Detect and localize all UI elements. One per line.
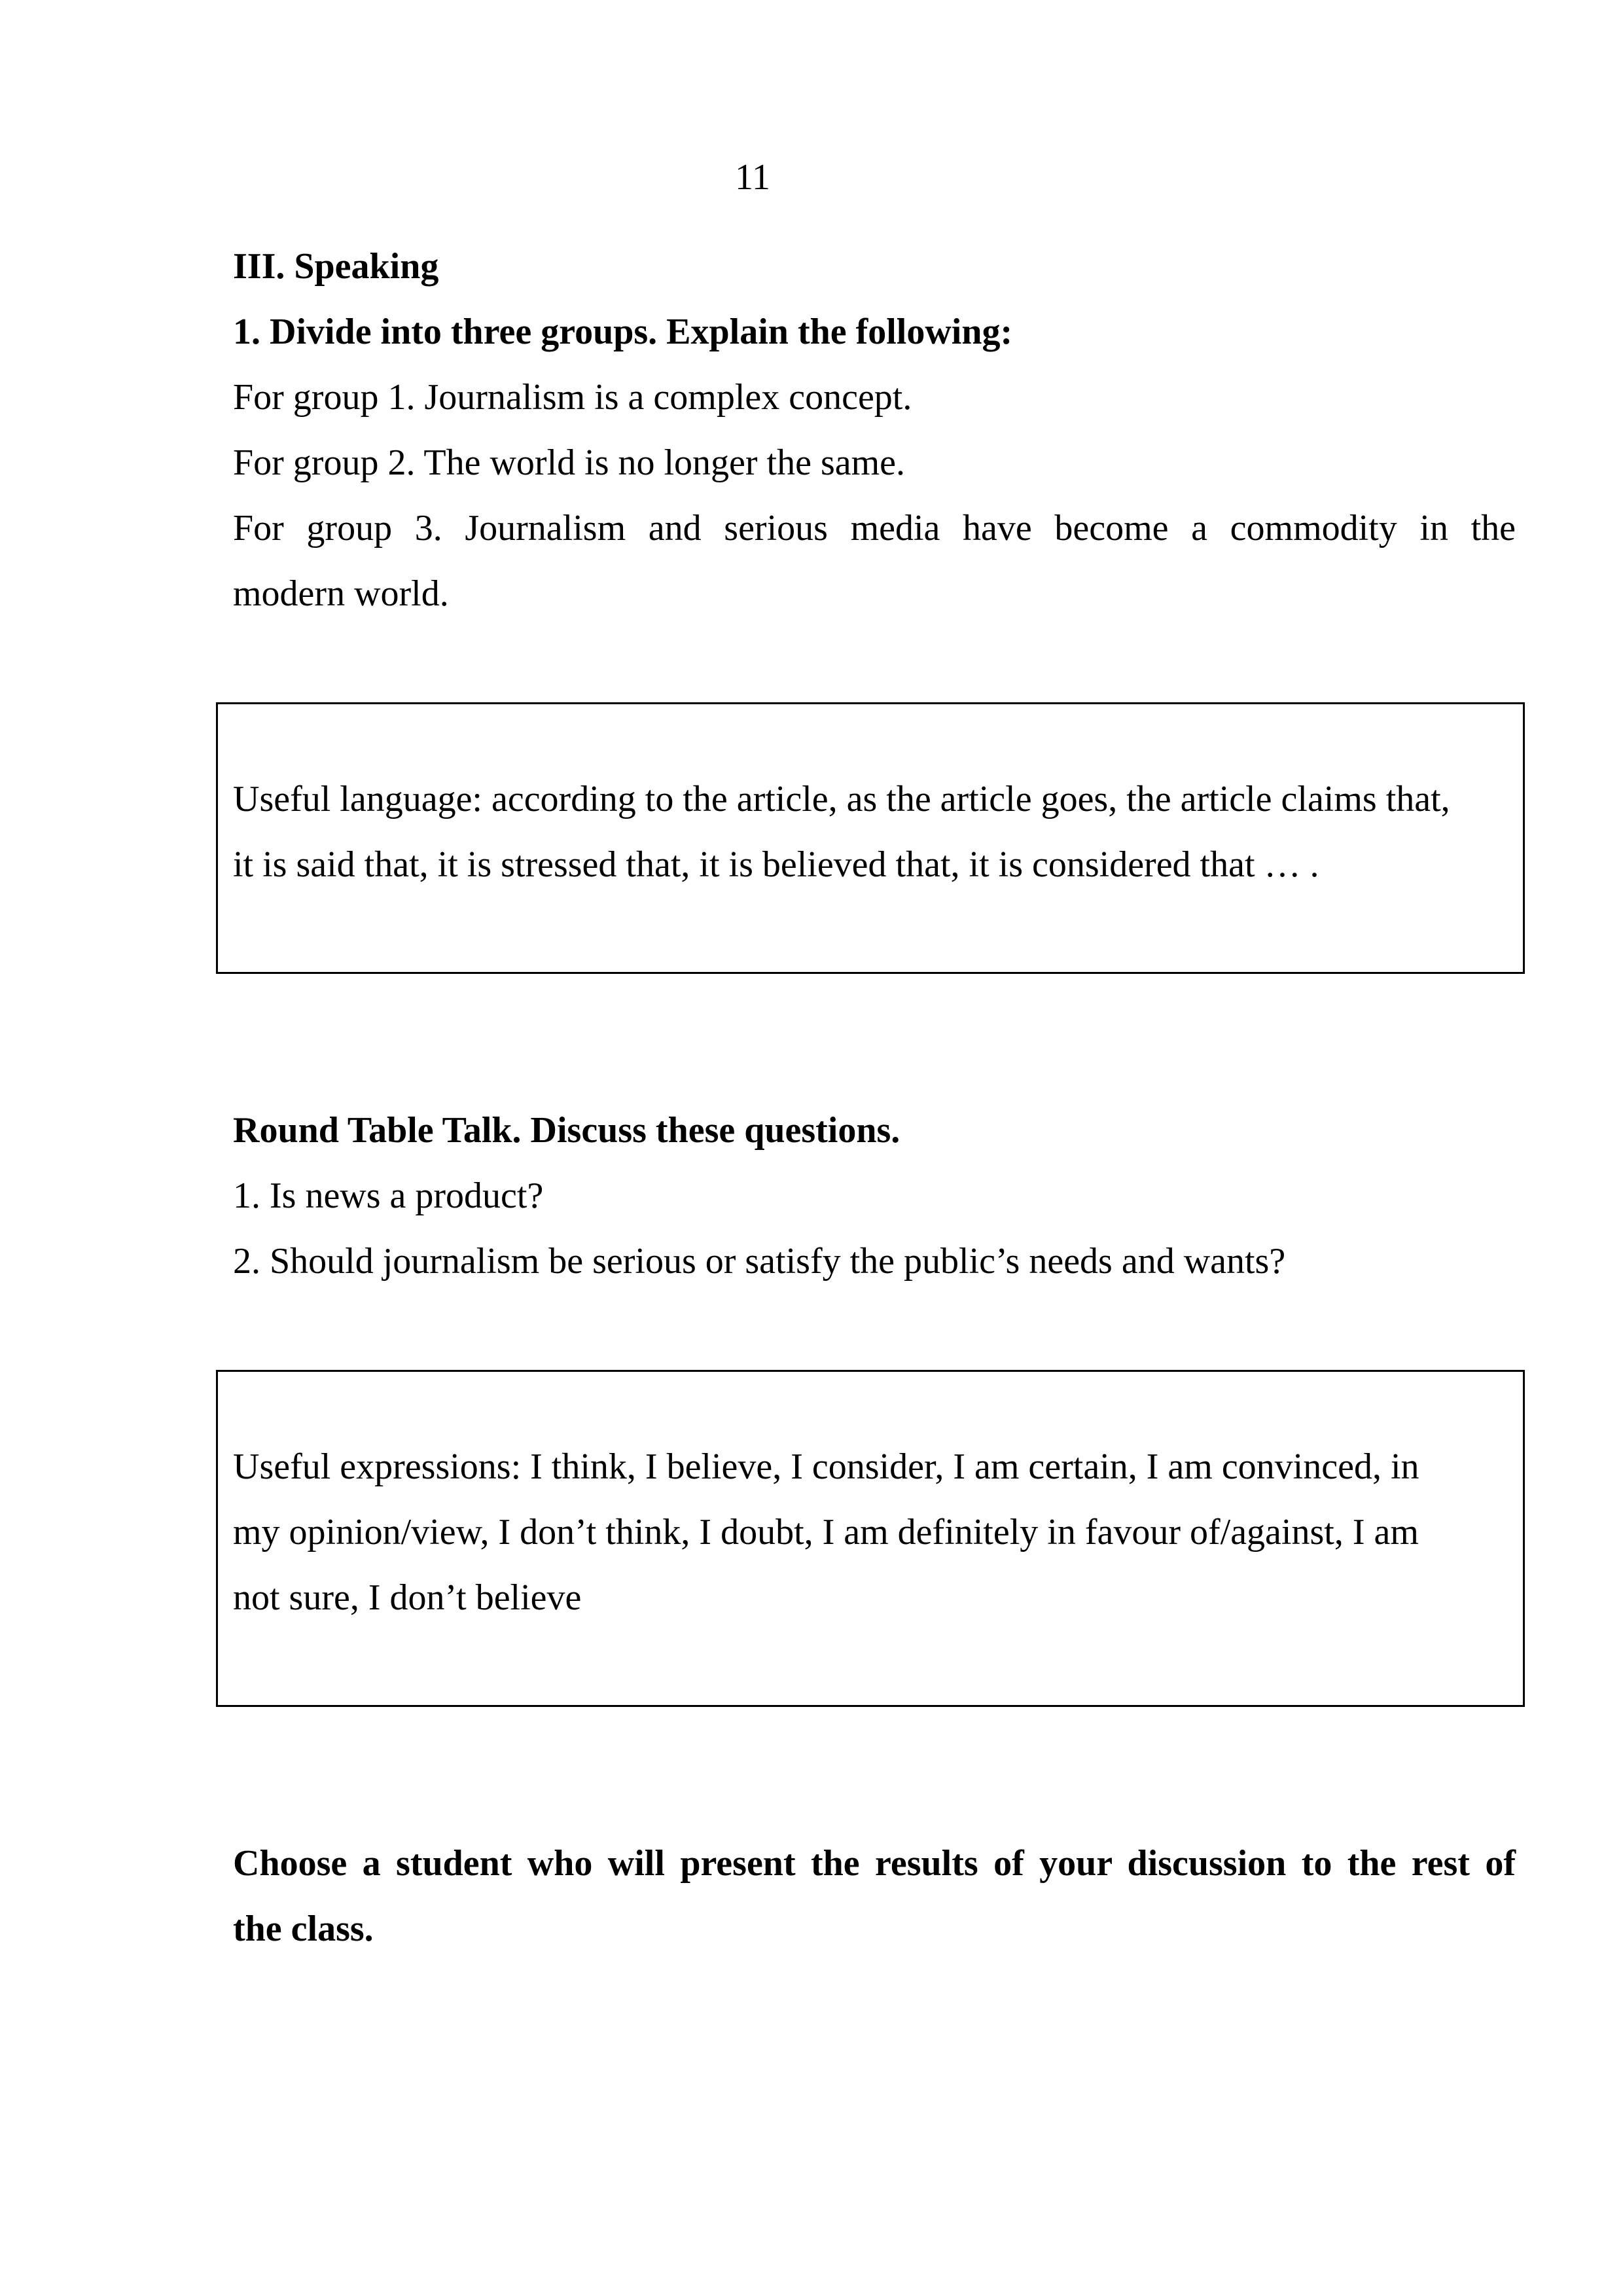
task-title: 1. Divide into three groups. Explain the following: [233,312,1013,352]
useful-language-line: it is said that, it is stressed that, it is believed that, it is considered that … . [233,844,1319,885]
discussion-question: 1. Is news a product? [233,1175,544,1216]
task-item-group-1: For group 1. Journalism is a complex concept. [233,377,912,418]
task-item-group-2: For group 2. The world is no longer the same. [233,442,906,483]
task-item-group-3-continued: modern world. [233,573,449,614]
closing-instruction: Choose a student who will present the results of your discussion to the rest of [233,1843,1516,1884]
round-table-title: Round Table Talk. Discuss these questions. [233,1110,901,1151]
task-item-group-3: For group 3. Journalism and serious media have become a commodity in the [233,508,1516,548]
discussion-question: 2. Should journalism be serious or satisfy the public’s needs and wants? [233,1241,1286,1282]
useful-language-line: Useful language: according to the article, as the article goes, the article claims that, [233,779,1450,819]
useful-language-box [216,702,1525,974]
closing-instruction-continued: the class. [233,1909,374,1949]
useful-expressions-box [216,1370,1525,1707]
useful-expressions-line: not sure, I don’t believe [233,1577,582,1618]
section-heading: III. Speaking [233,246,439,287]
page-number: 11 [735,157,770,198]
useful-expressions-line: Useful expressions: I think, I believe, I consider, I am certain, I am convinced, in [233,1446,1419,1487]
useful-expressions-line: my opinion/view, I don’t think, I doubt, I am definitely in favour of/against, I am [233,1512,1419,1552]
